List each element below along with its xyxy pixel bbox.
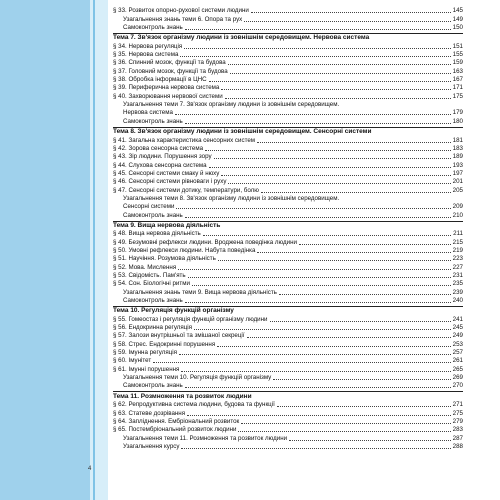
toc-entry	[113, 211, 463, 219]
toc-entry-title: § 64. Запліднення. Ембріональний розвиток	[113, 417, 240, 425]
toc-dot-leader	[247, 337, 451, 338]
toc-entry-title: Узагальнення теми 8. Зв'язок організму людини із зовнішнім середовищем.	[123, 194, 340, 202]
toc-dot-leader	[270, 321, 451, 322]
toc-dot-leader	[179, 354, 451, 355]
toc-page-number: 261	[452, 357, 463, 365]
toc-entry-title: Узагальнення теми 11. Розмноження та розвиток людини	[123, 434, 288, 442]
toc-page-number: 180	[452, 117, 463, 125]
toc-entry-title: Узагальнення знань теми 9. Вища нервова діяльність	[123, 288, 277, 296]
toc-entry-title: Сенсорні системи	[123, 203, 175, 211]
toc-entry-title: Узагальнення теми 7. Зв'язок організму людини із зовнішнім середовищем.	[123, 101, 340, 109]
toc-entry	[113, 117, 463, 125]
toc-entry	[113, 365, 463, 373]
toc-dot-leader	[221, 175, 450, 176]
toc-entry-title: Нервова система	[123, 109, 173, 117]
toc-page-number: 193	[452, 161, 463, 169]
toc-dot-leader	[185, 29, 451, 30]
toc-dot-leader	[214, 158, 451, 159]
toc-entry-title: Узагальнення курсу	[123, 442, 180, 450]
toc-page-number: 265	[452, 365, 463, 373]
toc-dot-leader	[181, 448, 450, 449]
toc-page-number: 210	[452, 211, 463, 219]
toc-page-number: 151	[452, 42, 463, 50]
toc-entry	[113, 263, 463, 271]
toc-entry-title: § 65. Постембріональний розвиток людини	[113, 426, 237, 434]
toc-dot-leader	[228, 64, 451, 65]
toc-entry-title: § 50. Умовні рефлекси людини. Набута поведінка	[113, 246, 256, 254]
toc-entry	[113, 434, 463, 442]
toc-entry-title: § 45. Сенсорні системи смаку й нюху	[113, 169, 220, 177]
toc-dot-leader	[185, 302, 451, 303]
toc-page-number: 241	[452, 315, 463, 323]
toc-entry-title: § 44. Слухова сенсорна система	[113, 161, 207, 169]
toc-entry	[113, 238, 463, 246]
toc-dot-leader	[230, 73, 451, 74]
toc-entry-title: § 42. Зорова сенсорна система	[113, 144, 204, 152]
toc-entry	[113, 340, 463, 348]
toc-entry	[113, 136, 463, 144]
toc-page-number: 145	[452, 7, 463, 15]
toc-dot-leader	[205, 150, 451, 151]
toc-dot-leader	[217, 346, 450, 347]
toc-entry-title: Тема 11. Розмноження та розвиток людини	[113, 392, 252, 400]
toc-dot-leader	[299, 244, 451, 245]
toc-page-number: 197	[452, 169, 463, 177]
toc-entry	[113, 145, 463, 153]
toc-page-number: 275	[452, 409, 463, 417]
toc-dot-leader	[279, 294, 451, 295]
toc-topic-heading	[113, 221, 463, 230]
toc-entry-title: § 47. Сенсорні системи дотику, температури, болю	[113, 186, 259, 194]
toc-page-number: 227	[452, 263, 463, 271]
toc-entry-title: § 39. Периферична нервова система	[113, 84, 220, 92]
toc-dot-leader	[244, 21, 450, 22]
toc-entry	[113, 67, 463, 75]
toc-page-number: 167	[452, 76, 463, 84]
toc-dot-leader	[238, 431, 450, 432]
toc-topic-heading	[113, 391, 463, 400]
toc-entry	[113, 349, 463, 357]
toc-dot-leader	[184, 48, 450, 49]
toc-entry	[113, 324, 463, 332]
toc-entry-title: Тема 9. Вища нервова діяльність	[113, 221, 221, 229]
toc-dot-leader	[203, 235, 451, 236]
toc-entry	[113, 51, 463, 59]
toc-entry-title: § 49. Безумовні рефлекси людини. Вроджена поведінка людини	[113, 238, 297, 246]
toc-page-number: 215	[452, 238, 463, 246]
toc-page-number: 287	[452, 434, 463, 442]
toc-page-number: 181	[452, 136, 463, 144]
toc-page-number: 211	[453, 230, 463, 238]
toc-entry	[113, 374, 463, 382]
toc-entry	[113, 7, 463, 15]
toc-page-number: 150	[452, 24, 463, 32]
toc-dot-leader	[176, 208, 450, 209]
toc-page-number: 201	[452, 178, 463, 186]
toc-entry-title: § 52. Мова. Мислення	[113, 263, 177, 271]
toc-entry-title: Тема 8. Зв'язок організму людини із зовнішнім середовищем. Сенсорні системи	[113, 128, 372, 136]
toc-entry-title: § 57. Залози внутрішньої та змішаної секреції	[113, 332, 245, 340]
toc-entry-title: § 34. Нервова регуляція	[113, 42, 183, 50]
toc-dot-leader	[185, 217, 451, 218]
toc-dot-leader	[209, 81, 451, 82]
toc-dot-leader	[273, 379, 450, 380]
toc-entry-title: § 62. Репродуктивна система людини, будова та функції	[113, 401, 275, 409]
toc-entry	[113, 401, 463, 409]
toc-dot-leader	[225, 98, 451, 99]
toc-entry-title: § 61. Імунні порушення	[113, 365, 180, 373]
toc-entry-title: § 54. Сон. Біологічні ритми	[113, 280, 190, 288]
toc-topic-heading	[113, 306, 463, 315]
toc-entry	[113, 332, 463, 340]
toc-entry-title: § 38. Обробка інформації в ЦНС	[113, 76, 207, 84]
toc-dot-leader	[277, 406, 451, 407]
toc-page-number: 149	[452, 15, 463, 23]
toc-entry	[113, 170, 463, 178]
toc-dot-leader	[221, 89, 450, 90]
toc-page-number: 171	[452, 84, 463, 92]
toc-entry-title: Самоконтроль знань	[123, 211, 183, 219]
toc-dot-leader	[192, 285, 451, 286]
toc-entry-title: § 58. Стрес. Ендокринні порушення	[113, 340, 216, 348]
toc-page-number: 245	[452, 324, 463, 332]
toc-dot-leader	[218, 260, 451, 261]
toc-page-number: 240	[452, 297, 463, 305]
page-side-line	[93, 0, 95, 500]
toc-entry	[113, 59, 463, 67]
toc-entry-title: § 40. Захворювання нервової системи	[113, 92, 223, 100]
toc-entry	[113, 195, 463, 203]
toc-page-number: 269	[452, 374, 463, 382]
toc-dot-leader	[187, 415, 451, 416]
toc-dot-leader	[261, 192, 451, 193]
toc-entry	[113, 153, 463, 161]
toc-entry-title: Самоконтроль знань	[123, 24, 183, 32]
toc-entry	[113, 426, 463, 434]
toc-dot-leader	[257, 142, 451, 143]
toc-dot-leader	[175, 114, 451, 115]
toc-page-number: 155	[452, 51, 463, 59]
toc-page-number: 219	[452, 246, 463, 254]
toc-page-number: 283	[452, 426, 463, 434]
toc-dot-leader	[180, 56, 450, 57]
toc-entry	[113, 247, 463, 255]
toc-entry-title: § 59. Імунна регуляція	[113, 349, 177, 357]
toc-entry	[113, 357, 463, 365]
toc-page-number: 235	[452, 280, 463, 288]
toc-entry-title: § 37. Головний мозок, функції та будова	[113, 67, 228, 75]
toc-topic-heading	[113, 33, 463, 42]
toc-entry	[113, 272, 463, 280]
toc-entry-title: Самоконтроль знань	[123, 382, 183, 390]
toc-page-number: 270	[452, 382, 463, 390]
toc-entry	[113, 280, 463, 288]
toc-dot-leader	[241, 423, 450, 424]
toc-page-number: 257	[452, 349, 463, 357]
toc-entry-title: Узагальнення знань теми 6. Опора та рух	[123, 15, 243, 23]
toc-page-number: 271	[452, 401, 463, 409]
toc-entry-title: Узагальнення теми 10. Регуляція функцій організму	[123, 374, 272, 382]
toc-entry	[113, 288, 463, 296]
toc-entry-title: Тема 10. Регуляція функцій організму	[113, 307, 234, 315]
toc-dot-leader	[181, 371, 450, 372]
table-of-contents	[113, 7, 463, 451]
toc-dot-leader	[178, 269, 450, 270]
toc-entry-title: § 46. Сенсорні системи рівноваги і руху	[113, 178, 227, 186]
toc-dot-leader	[188, 277, 451, 278]
toc-page-number: 175	[452, 92, 463, 100]
toc-entry-title: § 51. Научіння. Розумова діяльність	[113, 255, 216, 263]
toc-entry	[113, 409, 463, 417]
toc-entry-title: § 55. Гомеостаз і регуляція функцій організму людини	[113, 315, 268, 323]
toc-dot-leader	[185, 123, 451, 124]
toc-entry	[113, 101, 463, 109]
toc-entry	[113, 42, 463, 50]
toc-entry-title: Самоконтроль знань	[123, 117, 183, 125]
toc-entry	[113, 443, 463, 451]
toc-entry-title: Самоконтроль знань	[123, 297, 183, 305]
toc-page-number: 223	[452, 255, 463, 263]
toc-page-number: 209	[452, 203, 463, 211]
toc-page-number: 231	[452, 272, 463, 279]
toc-entry-title: § 56. Ендокринна регуляція	[113, 324, 193, 332]
toc-entry-title: § 41. Загальна характеристика сенсорних систем	[113, 136, 256, 144]
toc-entry	[113, 76, 463, 84]
toc-entry	[113, 203, 463, 211]
toc-entry-title: Тема 7. Зв'язок організму людини із зовнішнім середовищем. Нервова система	[113, 34, 370, 42]
toc-page-number: 189	[452, 153, 463, 161]
toc-page-number: 279	[452, 417, 463, 425]
toc-entry-title: § 53. Свідомість. Пам'ять	[113, 272, 186, 279]
toc-entry	[113, 418, 463, 426]
toc-page-number: 183	[452, 144, 463, 152]
toc-entry	[113, 315, 463, 323]
toc-page-number: 179	[452, 109, 463, 117]
toc-page-number: 163	[452, 67, 463, 75]
toc-entry-title: § 63. Статеве дозрівання	[113, 409, 186, 417]
toc-entry-title: § 60. Імунітет	[113, 357, 152, 365]
toc-dot-leader	[185, 387, 451, 388]
toc-page-number: 253	[452, 340, 463, 348]
toc-entry	[113, 84, 463, 92]
toc-dot-leader	[228, 183, 450, 184]
toc-entry	[113, 230, 463, 238]
toc-entry-title: § 33. Розвиток опорно-рухової системи людини	[113, 7, 249, 15]
toc-entry-title: § 36. Спинний мозок, функції та будова	[113, 59, 226, 67]
toc-page-number: 239	[452, 288, 463, 296]
toc-entry	[113, 24, 463, 32]
toc-entry-title: § 35. Нервова система	[113, 51, 179, 59]
toc-entry	[113, 382, 463, 390]
toc-entry	[113, 297, 463, 305]
toc-entry	[113, 92, 463, 100]
toc-dot-leader	[209, 167, 451, 168]
toc-entry	[113, 15, 463, 23]
toc-dot-leader	[257, 252, 450, 253]
toc-dot-leader	[194, 329, 451, 330]
toc-dot-leader	[251, 12, 451, 13]
toc-page-number: 249	[452, 332, 463, 340]
toc-page-number: 288	[452, 442, 463, 450]
toc-entry	[113, 161, 463, 169]
toc-entry-title: § 48. Вища нервова діяльність	[113, 230, 201, 238]
toc-page-number: 205	[452, 186, 463, 194]
toc-page-number: 159	[452, 59, 463, 67]
toc-entry-title: § 43. Зір людини. Порушення зору	[113, 153, 212, 161]
toc-dot-leader	[153, 362, 450, 363]
toc-dot-leader	[289, 440, 451, 441]
toc-entry	[113, 186, 463, 194]
toc-entry	[113, 109, 463, 117]
toc-entry	[113, 255, 463, 263]
toc-topic-heading	[113, 127, 463, 136]
page-number: 4	[88, 466, 92, 472]
toc-entry	[113, 178, 463, 186]
